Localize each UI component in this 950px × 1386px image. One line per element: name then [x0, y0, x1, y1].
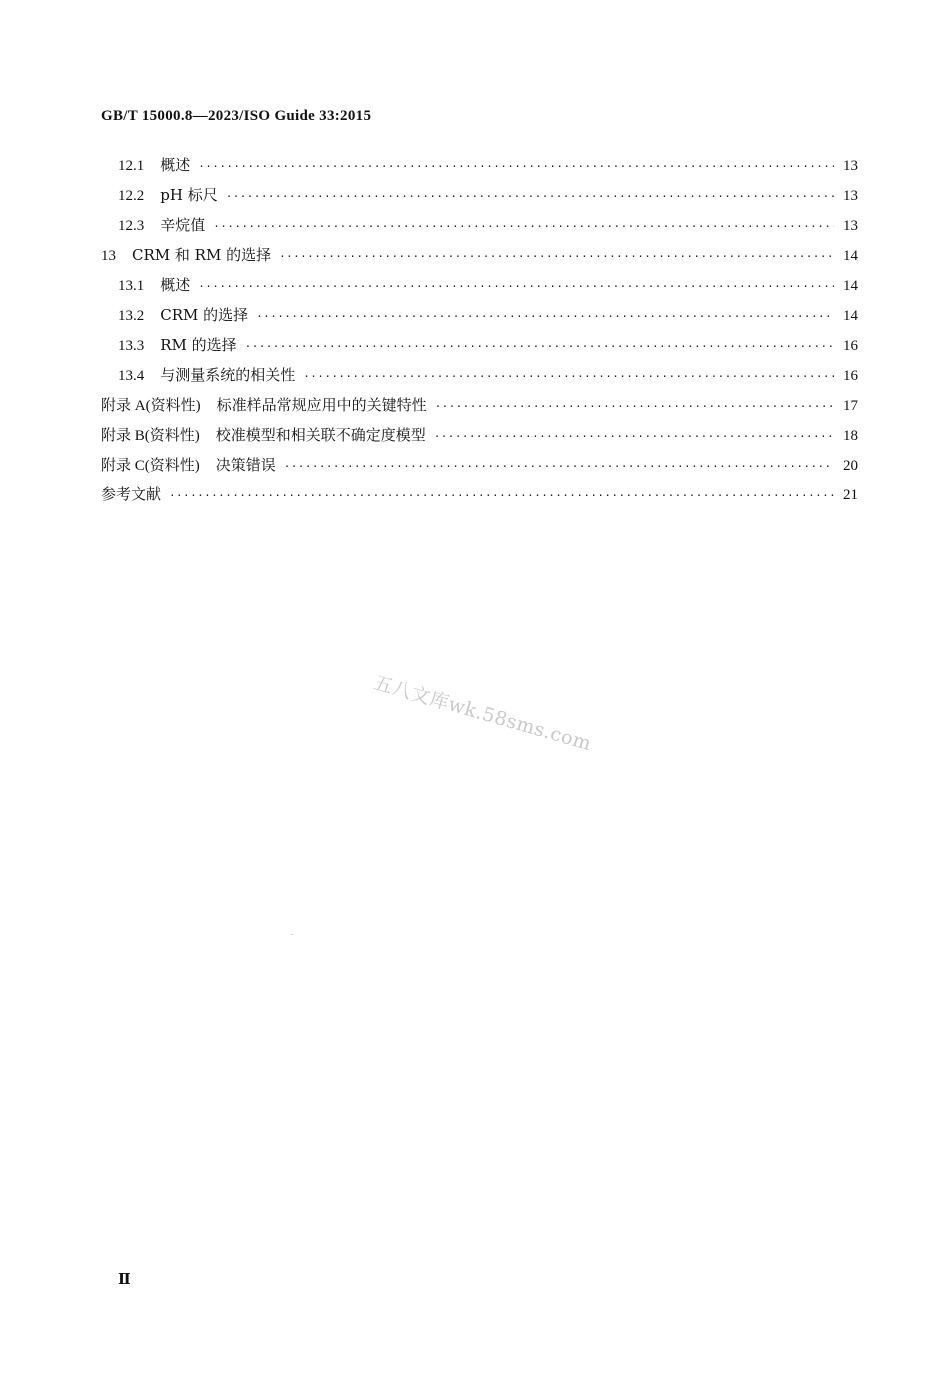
dot-leader: [256, 306, 834, 328]
toc-entry-title: 与测量系统的相关性: [160, 366, 296, 384]
toc-entry-page: 21: [843, 487, 858, 503]
toc-entry-13-2[interactable]: [118, 304, 858, 326]
dot-leader: [198, 276, 834, 298]
toc-entry-13-4[interactable]: [118, 364, 858, 386]
toc-entry-12-3[interactable]: [118, 214, 858, 236]
toc-entry-number: 12.3: [118, 218, 145, 234]
toc-entry-page: 13: [843, 158, 858, 174]
toc-entry-page: 17: [843, 398, 858, 414]
dot-leader: [198, 156, 834, 178]
toc-entry-number: 13.3: [118, 338, 145, 354]
toc-entry-number: 13: [101, 248, 116, 264]
toc-entry-title: 校准模型和相关联不确定度模型: [215, 426, 426, 444]
toc-entry-13-1[interactable]: [118, 274, 858, 296]
toc-entry-title: pH 标尺: [160, 186, 218, 204]
toc-entry-page: 16: [843, 338, 858, 354]
toc-entry-title: RM 的选择: [160, 336, 237, 354]
toc-entry-page: 20: [843, 458, 858, 474]
scan-speck: [291, 934, 293, 935]
dot-leader: [213, 216, 834, 238]
dot-leader: [279, 246, 834, 268]
toc-entry-bibliography[interactable]: [101, 484, 858, 506]
toc-entry-page: 13: [843, 188, 858, 204]
toc-entry-13[interactable]: [101, 244, 858, 266]
toc-entry-page: 13: [843, 218, 858, 234]
toc-entry-title: 概述: [160, 276, 191, 294]
toc-entry-title: 标准样品常规应用中的关键特性: [216, 396, 427, 414]
toc-entry-page: 18: [843, 428, 858, 444]
dot-leader: [284, 456, 834, 478]
toc-entry-number: 13.1: [118, 278, 145, 294]
dot-leader: [435, 396, 834, 418]
toc-entry-12-1[interactable]: [118, 154, 858, 176]
toc-entry-annex-a[interactable]: [101, 394, 858, 416]
document-header: GB/T 15000.8—2023/ISO Guide 33:2015: [101, 108, 372, 124]
toc-entry-13-3[interactable]: [118, 334, 858, 356]
toc-entry-number: 13.2: [118, 308, 145, 324]
footer-page-number: Ⅱ: [118, 1272, 131, 1288]
dot-leader: [169, 485, 834, 507]
toc-entry-number: 13.4: [118, 368, 145, 384]
dot-leader: [434, 426, 834, 448]
toc-entry-title: 决策错误: [215, 456, 276, 474]
toc-entry-annex-c[interactable]: [101, 454, 858, 476]
dot-leader: [245, 336, 834, 358]
toc-entry-number: 附录 B(资料性): [101, 428, 200, 444]
toc-entry-title: CRM 和 RM 的选择: [132, 246, 272, 264]
toc-entry-number: 参考文献: [101, 487, 162, 503]
toc-entry-12-2[interactable]: [118, 184, 858, 206]
dot-leader: [226, 186, 834, 208]
toc-entry-annex-b[interactable]: [101, 424, 858, 446]
toc-entry-number: 12.1: [118, 158, 145, 174]
watermark-text: 五八文库wk.58sms.com: [370, 671, 594, 756]
toc-entry-title: 辛烷值: [160, 216, 206, 234]
toc-entry-title: 概述: [160, 156, 191, 174]
toc-entry-number: 附录 A(资料性): [101, 398, 201, 414]
toc-entry-number: 附录 C(资料性): [101, 458, 200, 474]
dot-leader: [303, 366, 834, 388]
toc-entry-page: 14: [843, 308, 858, 324]
toc-entry-title: CRM 的选择: [160, 306, 249, 324]
toc-entry-number: 12.2: [118, 188, 145, 204]
toc-entry-page: 14: [843, 248, 858, 264]
toc-entry-page: 14: [843, 278, 858, 294]
toc-entry-page: 16: [843, 368, 858, 384]
